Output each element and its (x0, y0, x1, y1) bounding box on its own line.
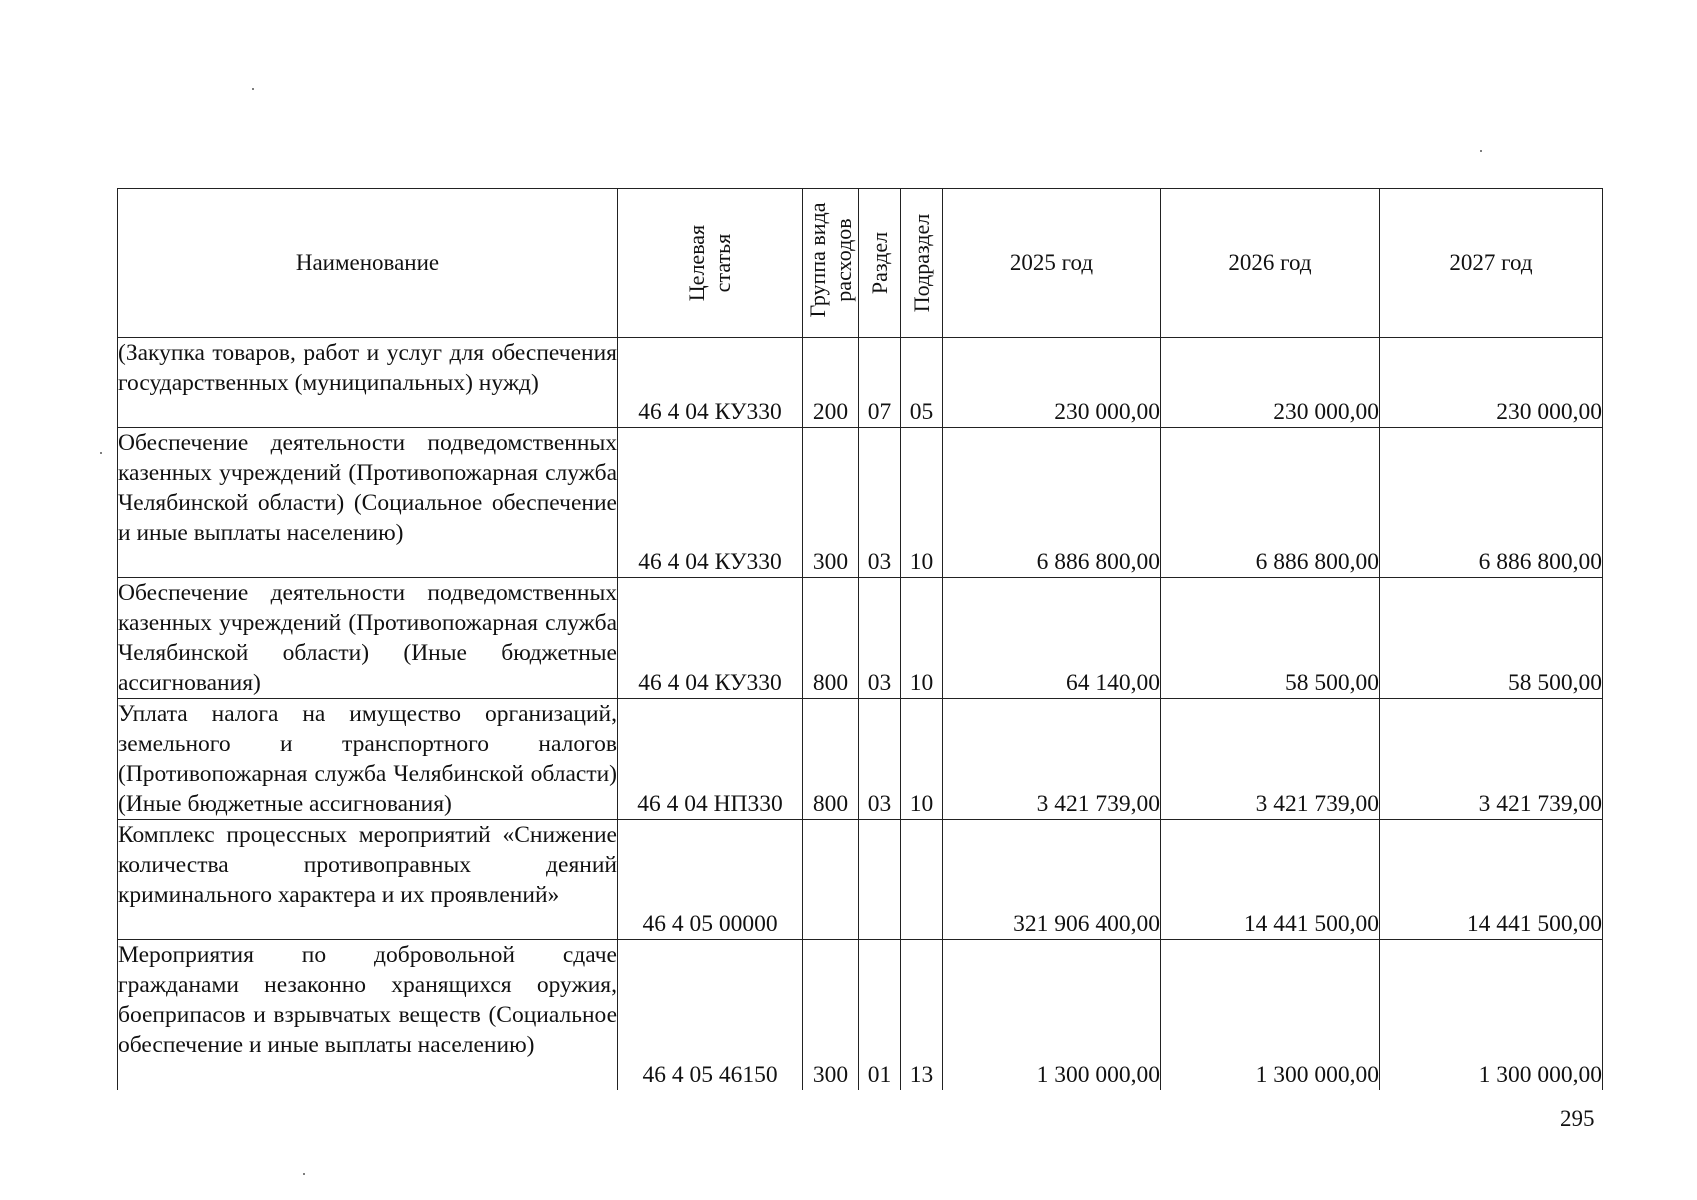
row-amount-2025: 321 906 400,00 (943, 820, 1161, 940)
header-2026 (1161, 189, 1380, 338)
row-section (859, 820, 901, 940)
row-expense-group: 300 (803, 428, 859, 578)
row-amount-2027: 1 300 000,00 (1380, 940, 1603, 1090)
page-number: 295 (1560, 1106, 1595, 1131)
row-name: Обеспечение деятельности подведомственных казенных учреждений (Противопожарная служба Челябинской области) (Социальное обеспечение и иные выплаты населению) (118, 428, 618, 578)
row-amount-2025: 1 300 000,00 (943, 940, 1161, 1090)
row-amount-2026: 14 441 500,00 (1161, 820, 1380, 940)
table-header (118, 189, 1603, 338)
scan-speck (1480, 150, 1482, 152)
table-row (118, 578, 1603, 699)
row-expense-group: 200 (803, 338, 859, 428)
header-name-label: Наименование (295, 250, 440, 275)
row-amount-2027: 58 500,00 (1380, 578, 1603, 699)
row-target-article: 46 4 05 00000 (618, 820, 803, 940)
row-target-article: 46 4 05 46150 (618, 940, 803, 1090)
table-body (118, 338, 1603, 1090)
header-2025 (943, 189, 1161, 338)
row-expense-group: 800 (803, 699, 859, 820)
header-subsection-label: Подраздел (908, 213, 934, 313)
scan-speck (100, 452, 102, 454)
row-amount-2025: 3 421 739,00 (943, 699, 1161, 820)
row-expense-group: 800 (803, 578, 859, 699)
scan-speck (303, 1173, 305, 1175)
row-subsection: 13 (901, 940, 943, 1090)
row-target-article: 46 4 04 КУ330 (618, 338, 803, 428)
row-target-article: 46 4 04 КУ330 (618, 578, 803, 699)
row-amount-2027: 6 886 800,00 (1380, 428, 1603, 578)
header-target-article-label: Целевая статья (684, 224, 735, 302)
table-row (118, 820, 1603, 940)
row-amount-2027: 3 421 739,00 (1380, 699, 1603, 820)
row-subsection: 10 (901, 428, 943, 578)
row-expense-group (803, 820, 859, 940)
row-amount-2027: 230 000,00 (1380, 338, 1603, 428)
header-section (859, 189, 901, 338)
row-name: (Закупка товаров, работ и услуг для обеспечения государственных (муниципальных) нужд) (118, 338, 618, 428)
row-amount-2026: 6 886 800,00 (1161, 428, 1380, 578)
row-amount-2025: 230 000,00 (943, 338, 1161, 428)
header-expense-group-label: Группа вида расходов (804, 202, 856, 318)
header-expense-group (803, 189, 859, 338)
row-name: Комплекс процессных мероприятий «Снижение количества противоправных деяний криминального характера и их проявлений» (118, 820, 618, 940)
row-amount-2025: 6 886 800,00 (943, 428, 1161, 578)
scan-speck (252, 88, 254, 90)
row-section: 03 (859, 699, 901, 820)
row-name: Обеспечение деятельности подведомственных казенных учреждений (Противопожарная служба Челябинской области) (Иные бюджетные ассигнования) (118, 578, 618, 699)
row-amount-2026: 1 300 000,00 (1161, 940, 1380, 1090)
row-name: Уплата налога на имущество организаций, земельного и транспортного налогов (Противопожарная служба Челябинской области) (Иные бюджетные ассигнования) (118, 699, 618, 820)
header-row (118, 189, 1603, 338)
header-section-label: Раздел (866, 231, 892, 295)
row-subsection: 10 (901, 699, 943, 820)
row-expense-group: 300 (803, 940, 859, 1090)
table-row (118, 699, 1603, 820)
row-section: 01 (859, 940, 901, 1090)
header-2027-label: 2027 год (1449, 250, 1533, 275)
row-subsection: 05 (901, 338, 943, 428)
row-target-article: 46 4 04 КУ330 (618, 428, 803, 578)
table-row (118, 428, 1603, 578)
row-target-article: 46 4 04 НП330 (618, 699, 803, 820)
row-subsection (901, 820, 943, 940)
header-name (118, 189, 618, 338)
row-amount-2026: 230 000,00 (1161, 338, 1380, 428)
row-amount-2026: 58 500,00 (1161, 578, 1380, 699)
header-2027 (1380, 189, 1603, 338)
table-row (118, 338, 1603, 428)
header-target-article (618, 189, 803, 338)
row-section: 03 (859, 428, 901, 578)
table-row (118, 940, 1603, 1090)
header-2025-label: 2025 год (1009, 250, 1094, 275)
row-amount-2027: 14 441 500,00 (1380, 820, 1603, 940)
header-subsection (901, 189, 943, 338)
header-2026-label: 2026 год (1228, 250, 1312, 275)
row-section: 03 (859, 578, 901, 699)
row-section: 07 (859, 338, 901, 428)
row-amount-2025: 64 140,00 (943, 578, 1161, 699)
budget-table (117, 188, 1603, 1090)
row-subsection: 10 (901, 578, 943, 699)
row-amount-2026: 3 421 739,00 (1161, 699, 1380, 820)
row-name: Мероприятия по добровольной сдаче гражданами незаконно хранящихся оружия, боеприпасов и взрывчатых веществ (Социальное обеспечение и иные выплаты населению) (118, 940, 618, 1090)
